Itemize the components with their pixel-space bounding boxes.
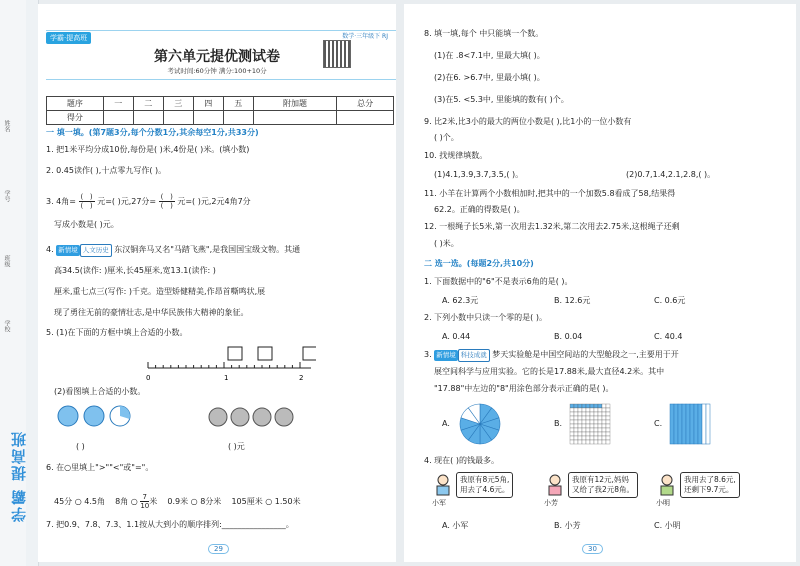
grid-cell [602,408,606,412]
grid-cell [594,432,598,436]
grid-cell [594,424,598,428]
question-6-items [54,493,301,510]
score-table-cell: 二 [133,97,163,111]
speech-bubble-1 [456,472,513,498]
grid-cell [586,412,590,416]
tag-tech: 科技成就 [458,349,490,362]
score-blank[interactable] [103,111,133,125]
question-2: 2. 0.45读作( ),十点零九写作( )。 [46,166,167,175]
tag-humanities: 人文历史 [80,244,112,257]
question-3-part-d: 写成小数是( )元。 [54,220,119,229]
question-12-line-2: ( )米。 [434,239,459,248]
fraction-7-10: $\frac{7}{10}$ [140,493,150,510]
bar-strip [682,404,686,444]
child-icon [658,474,676,496]
grid-cell [586,428,590,432]
score-table-cell: 三 [163,97,193,111]
bar-strip [702,404,706,444]
grid-cell [586,436,590,440]
grid-cell [606,404,610,408]
score-table [46,96,394,125]
grid-cell [594,420,598,424]
grid-cell [582,440,586,444]
grid-cell [586,440,590,444]
grid-cell [594,416,598,420]
answer-box[interactable] [228,347,242,360]
bubble-line: 我原有12元,妈妈 [572,475,629,484]
bar-strip [674,404,678,444]
choice-2-option-b[interactable]: B. 0.04 [554,332,583,341]
question-7: 7. 把0.9、7.8、7.3、1.1按从大到小的顺序排列:________________。 [46,520,294,529]
grid-cell [598,412,602,416]
choice-3-text-1: 梦天实验舱是中国空间站的大型舱段之一,主要用于开 [492,350,679,359]
grid-cell [602,404,606,408]
grid-cell [578,416,582,420]
grid-cell [578,424,582,428]
grid-cell [606,408,610,412]
grid-cell [594,408,598,412]
score-table-score-row [47,111,394,125]
question-4-line-4: 现了勇往无前的豪情壮志,是中华民族伟大精神的象征。 [54,308,249,317]
child-name-2: 小芳 [544,499,558,507]
grid-cell [590,412,594,416]
question-5-blank-2[interactable]: ( )元 [228,442,245,451]
grid-cell [574,436,578,440]
grid-cell [570,412,574,416]
grid-cell [578,440,582,444]
spine-label-name: 姓名 [3,120,10,132]
grid-cell [574,420,578,424]
binding-spine [0,0,39,566]
grid-cell [598,420,602,424]
question-1: 1. 把1米平均分成10份,每份是( )米,4份是( )米。(填小数) [46,145,250,154]
score-blank[interactable] [163,111,193,125]
grid-cell [590,404,594,408]
bar-strip [678,404,682,444]
grid-cell [582,436,586,440]
fraction-unit: 米 [149,497,158,506]
score-table-cell: 附加题 [253,97,336,111]
question-3-part-a: 3. 4角= [46,197,76,206]
question-4-line-1: 4. 新情境 人文历史 东汉铜奔马又名"马踏飞燕",是我国国宝级文物。其通 [46,244,300,257]
header-tag: 学霸·提高班 [46,32,91,44]
choice-4-option-b[interactable]: B. 小芳 [554,521,581,530]
score-table-cell: 一 [103,97,133,111]
question-4-line-2: 高34.5(读作: )厘米,长45厘米,宽13.1(读作: ) [54,266,216,275]
compare-item[interactable]: 105厘米 ○ 1.50米 [231,497,301,506]
grid-cell [574,428,578,432]
tag-new-context: 新情境 [58,246,78,254]
question-3 [46,193,251,210]
grid-cell [578,432,582,436]
grid-cell [602,424,606,428]
grid-cell [570,416,574,420]
question-8: 8. 填一填,每个 中只能填一个数。 [424,29,544,38]
grid-cell [598,432,602,436]
bubble-line: 我原有8元5角, [460,475,510,484]
question-4-line-3: 厘米,重七点三(写作: )千克。造型矫健精美,作昂首嘶鸣状,展 [54,287,266,296]
grid-cell [570,432,574,436]
choice-2: 2. 下列小数中只读一个零的是( )。 [424,313,547,322]
grid-cell [582,428,586,432]
grid-cell [578,408,582,412]
choice-1-option-c[interactable]: C. 0.6元 [654,296,686,305]
speech-bubble-2 [568,472,638,498]
question-5-blank-1[interactable]: ( ) [76,442,85,451]
grid-cell [570,428,574,432]
grid-cell [598,440,602,444]
bubble-line: 还剩下9.7元。 [684,485,734,494]
axis-label-0: 0 [146,374,151,382]
fraction-blank: ( ) ( ) [80,193,93,210]
score-blank[interactable] [223,111,253,125]
grid-cell [578,404,582,408]
question-9-line-1: 9. 比2米,比3小的最大的两位小数是( ),比1小的一位小数有 [424,117,632,126]
choice-3-line-1: 3. 新情境 科技成就 梦天实验舱是中国空间站的大型舱段之一,主要用于开 [424,349,679,362]
grid-cell [586,432,590,436]
grid-cell [598,404,602,408]
choice-3-option-c[interactable]: C. [654,419,663,428]
page-number-left: 29 [208,544,229,554]
grid-cell [602,412,606,416]
grid-cell [590,436,594,440]
tag-new-context: 新情境 [436,351,456,359]
grid-cell [574,408,578,412]
score-blank[interactable] [133,111,163,125]
grid-cell [606,420,610,424]
child-icon [434,474,452,496]
question-3-part-c: 元=( )元,2元4角7分 [177,197,251,206]
full-circle [58,406,78,426]
grid-cell [582,408,586,412]
compare-item[interactable]: 0.9米 ○ 8分米 [167,497,222,506]
grid-cell [586,404,590,408]
choice-1: 1. 下面数据中的"6"不是表示6角的是( )。 [424,277,573,286]
score-table-cell: 四 [193,97,223,111]
fraction-blank: ( ) ( ) [160,193,173,210]
coin-images [206,406,316,428]
grid-cell [582,424,586,428]
grid-cell [602,420,606,424]
child-name-1: 小军 [432,499,446,507]
number-line [146,344,316,384]
grid-cell [578,412,582,416]
speech-bubble-3 [680,472,740,498]
question-5-part-1: 5. (1)在下面的方框中填上合适的小数。 [46,328,188,337]
grid-cell [606,440,610,444]
grid-cell [606,412,610,416]
question-8-1: (1)在 .8<7.1中, 里最大填( )。 [434,51,545,60]
answer-box[interactable] [258,347,272,360]
pie-10-parts [456,400,504,448]
bar-strip [690,404,694,444]
bar-strip [670,404,674,444]
grid-cell [578,436,582,440]
bubble-line: 又给了我2元8角。 [572,485,635,494]
choice-2-option-a[interactable]: A. 0.44 [442,332,471,341]
grid-cell [594,428,598,432]
fraction-circles [56,404,166,430]
grid-cell [570,408,574,412]
question-3-part-b: 元=( )元,27分= [97,197,157,206]
right-page [404,4,796,562]
grid-cell [574,416,578,420]
question-10: 10. 找规律填数。 [424,151,488,160]
spine-label-id: 学号 [3,190,10,202]
question-12-line-1: 12. 一根绳子长5米,第一次用去1.32米,第二次用去2.75米,这根绳子还剩 [424,222,680,231]
score-table-cell: 五 [223,97,253,111]
grid-cell [598,436,602,440]
grid-cell [586,416,590,420]
grid-cell [570,436,574,440]
grid-cell [582,416,586,420]
choice-3-line-2: 展空间科学与应用实验。它的长是17.88米,最大直径4.2米。其中 [434,367,665,376]
choice-4-option-a[interactable]: A. 小军 [442,521,469,530]
time-score-info: 考试时间:60分钟 满分:100+10分 [167,67,267,75]
grid-cell [594,440,598,444]
grid-cell [574,412,578,416]
grid-cell [606,428,610,432]
question-8-3: (3)在5. <5.3中, 里能填的数有( )个。 [434,95,569,104]
compare-item[interactable]: 45分 ○ 4.5角 [54,497,105,506]
grid-cell [586,420,590,424]
grid-cell [598,416,602,420]
question-4-text-1: 东汉铜奔马又名"马踏飞燕",是我国国宝级文物。其通 [114,245,301,254]
grid-cell [598,424,602,428]
bar-strip [706,404,710,444]
grid-cell [574,432,578,436]
score-table-cell: 得分 [47,111,104,125]
score-blank[interactable] [193,111,223,125]
choice-3-line-3: "17.88"中左边的"8"用涂色部分表示正确的是( )。 [434,384,614,393]
page-title: 第六单元提优测试卷 [154,49,280,65]
left-page [38,4,396,562]
full-circle [84,406,104,426]
grid-cell [590,428,594,432]
choice-4: 4. 现在( )的钱最多。 [424,456,499,465]
choice-1-option-b[interactable]: B. 12.6元 [554,296,591,305]
grid-cell [598,408,602,412]
score-blank[interactable] [253,111,336,125]
grid-cell [590,408,594,412]
grid-cell [598,428,602,432]
question-11-line-1: 11. 小羊在计算两个小数相加时,把其中的一个加数5.8看成了58,结果得 [424,189,676,198]
choice-3-option-a[interactable]: A. [442,419,450,428]
spine-label-school: 学校 [3,320,10,332]
section-2-heading: 二 选一选。(每题2分,共10分) [424,259,534,268]
grid-cell [586,408,590,412]
question-5-part-2: (2)看图填上合适的小数。 [54,387,146,396]
score-table-cell: 总分 [337,97,394,111]
choice-3-option-b[interactable]: B. [554,419,563,428]
grid-cell [606,436,610,440]
grid-cell [602,440,606,444]
bar-strip [686,404,690,444]
answer-box[interactable] [303,347,316,360]
spine-brand: 学霸 提高班 [10,430,28,523]
grid-cell [590,420,594,424]
choice-2-option-c[interactable]: C. 40.4 [654,332,683,341]
section-1-heading: 一 填一填。(第7题3分,每个分数1分,其余每空1分,共33分) [46,128,259,137]
choice-1-option-a[interactable]: A. 62.3元 [442,296,479,305]
grid-cell [606,432,610,436]
grid-cell [582,432,586,436]
score-blank[interactable] [337,111,394,125]
grid-cell [586,424,590,428]
grid-cell [582,412,586,416]
question-9-line-2: ( )个。 [434,133,459,142]
grid-cell [602,432,606,436]
grid-cell [590,432,594,436]
grid-cell [578,420,582,424]
grid-cell [582,404,586,408]
question-10-1: (1)4.1,3.9,3.7,3.5,( )。 [434,170,524,179]
choice-4-option-c[interactable]: C. 小明 [654,521,681,530]
grid-cell [594,412,598,416]
child-name-3: 小明 [656,499,670,507]
bubble-line: 我用去了8.6元, [684,475,736,484]
question-6: 6. 在○里填上">""<"或"="。 [46,463,154,472]
grid-cell [570,424,574,428]
grid-cell [570,440,574,444]
question-11-line-2: 62.2。正确的得数是( )。 [434,205,525,214]
bubble-line: 用去了4.6元。 [460,485,510,494]
bar-strip [694,404,698,444]
page-number-right: 30 [582,544,603,554]
axis-label-2: 2 [299,374,304,382]
grid-cell [590,416,594,420]
score-table-header-row [47,97,394,111]
bar-strip [698,404,702,444]
grid-cell [570,420,574,424]
spine-label-class: 班级 [3,255,10,267]
grid-cell [578,428,582,432]
compare-item[interactable]: 8角 ○ [115,497,138,506]
subject-label: 数学·三年级下 RJ [342,33,388,40]
grid-cell [582,420,586,424]
bars-10-parts [668,402,712,446]
question-10-2: (2)0.7,1.4,2.1,2.8,( )。 [626,170,716,179]
grid-cell [574,404,578,408]
grid-cell [606,416,610,420]
grid-cell [574,424,578,428]
grid-cell [594,404,598,408]
grid-cell [606,424,610,428]
grid-cell [602,416,606,420]
grid-cell [590,440,594,444]
axis-label-1: 1 [224,374,229,382]
grid-cell [602,428,606,432]
child-icon [546,474,564,496]
question-8-2: (2)在6. >6.7中, 里最小填( )。 [434,73,545,82]
grid-cell [594,436,598,440]
grid-cell [602,436,606,440]
grid-cell [590,424,594,428]
grid-cell [570,404,574,408]
score-table-cell: 题序 [47,97,104,111]
grid-cell [574,440,578,444]
grid-100-parts [568,402,612,446]
